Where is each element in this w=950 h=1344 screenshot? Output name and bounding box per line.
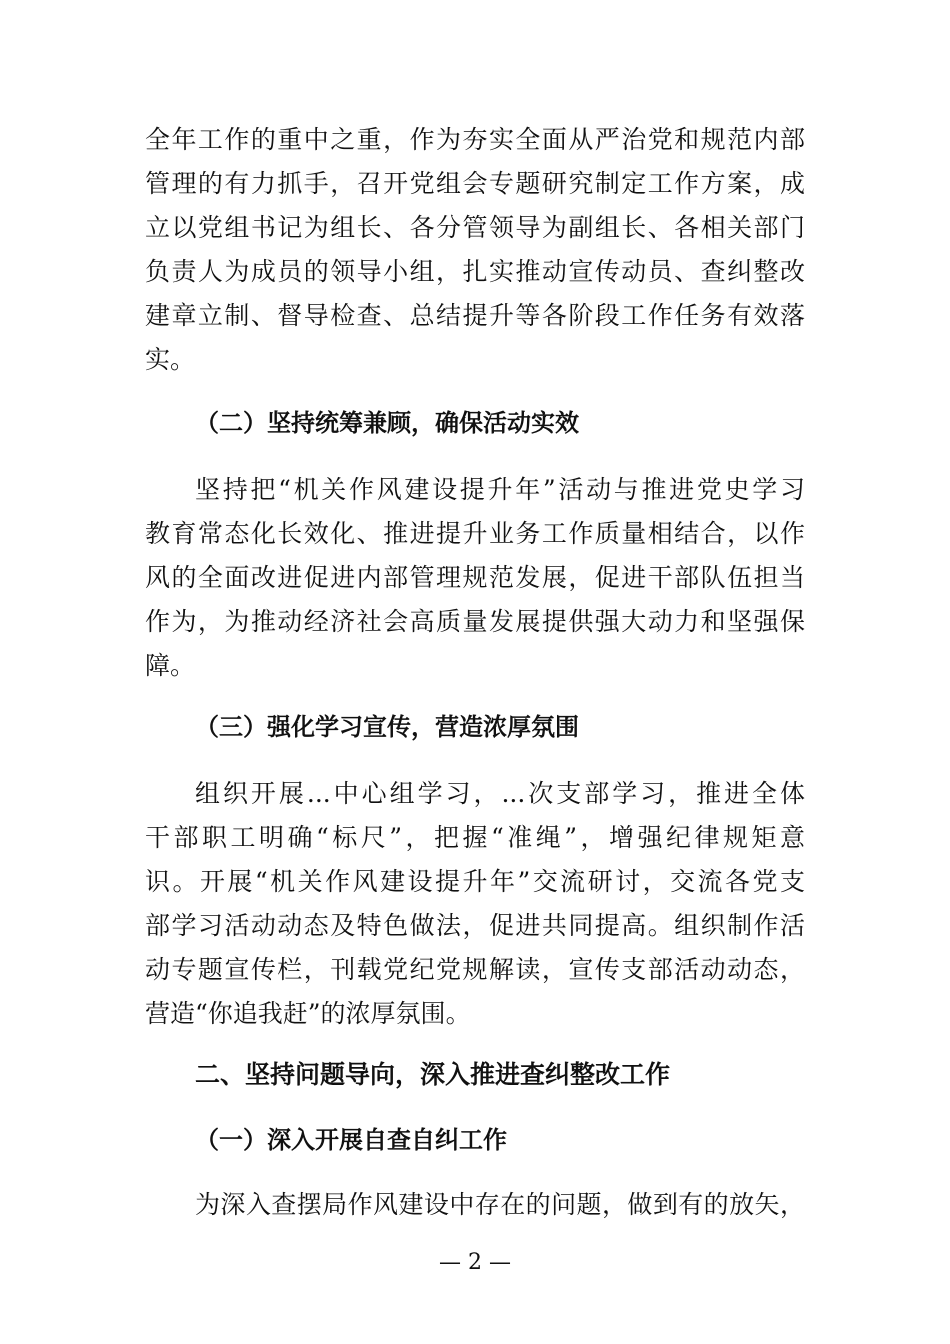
paragraph-line: 识。开展“机关作风建设提升年”交流研讨，交流各党支: [145, 867, 805, 896]
section-heading: （一）深入开展自查自纠工作: [195, 1126, 507, 1154]
paragraph-line: 组织开展...中心组学习，...次支部学习，推进全体: [195, 779, 805, 808]
section-title: 二、坚持问题导向，深入推进查纠整改工作: [195, 1060, 671, 1089]
paragraph-line: 动专题宣传栏，刊载党纪党规解读，宣传支部活动动态，: [145, 955, 805, 984]
paragraph-line: 负责人为成员的领导小组，扎实推动宣传动员、查纠整改: [145, 257, 805, 286]
paragraph-line: 教育常态化长效化、推进提升业务工作质量相结合，以作: [145, 519, 805, 548]
paragraph-line: 建章立制、督导检查、总结提升等各阶段工作任务有效落: [145, 301, 805, 330]
paragraph-line: 全年工作的重中之重，作为夯实全面从严治党和规范内部: [145, 125, 805, 154]
paragraph-line: 部学习活动动态及特色做法，促进共同提高。组织制作活: [145, 911, 805, 940]
paragraph-line: 坚持把“机关作风建设提升年”活动与推进党史学习: [195, 475, 805, 504]
paragraph-line: 风的全面改进促进内部管理规范发展，促进干部队伍担当: [145, 563, 805, 592]
section-heading: （二）坚持统筹兼顾，确保活动实效: [195, 409, 579, 437]
paragraph-line: 管理的有力抓手，召开党组会专题研究制定工作方案，成: [145, 169, 805, 198]
paragraph-line: 障。: [145, 651, 196, 680]
paragraph-line: 实。: [145, 345, 196, 374]
page-number: — 2 —: [439, 1250, 511, 1275]
paragraph-line: 干部职工明确“标尺”，把握“准绳”，增强纪律规矩意: [145, 823, 805, 852]
paragraph-line: 立以党组书记为组长、各分管领导为副组长、各相关部门: [145, 213, 805, 242]
paragraph-line: 为深入查摆局作风建设中存在的问题，做到有的放矢，: [195, 1190, 805, 1219]
paragraph-line: 营造“你追我赶”的浓厚氛围。: [145, 999, 471, 1028]
section-heading: （三）强化学习宣传，营造浓厚氛围: [195, 713, 579, 741]
paragraph-line: 作为，为推动经济社会高质量发展提供强大动力和坚强保: [145, 607, 805, 636]
